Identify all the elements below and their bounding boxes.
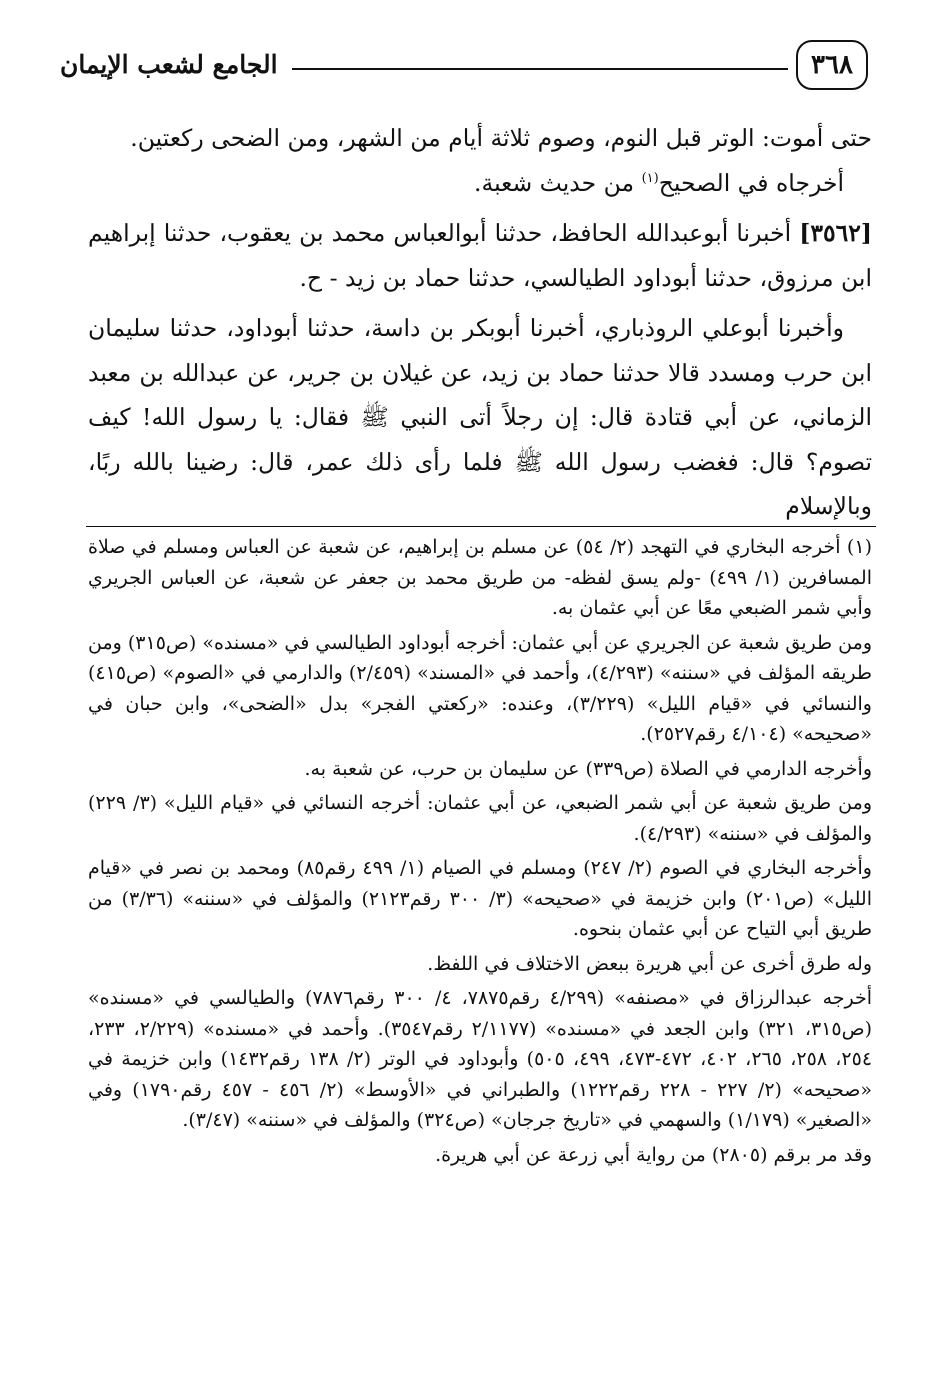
footnote-divider (86, 526, 876, 527)
page-header (60, 40, 868, 100)
footnote-para: أخرجه عبدالرزاق في «مصنفه» (٤/٢٩٩ رقم٧٨٧٥، ٤/ ٣٠٠ رقم٧٨٧٦) والطيالسي في «مسنده» (ص٣١٥، ٣٢١) وابن الجعد في «مسنده» (٢/١١٧٧ رقم٣٥٤٧). وأحمد في «مسنده» (٢/٢٢٩، ٢٣٣، ٢٥٤، ٢٥٨، ٢٦٥، ٤٠٢، ٤٧٢-٤٧٣، ٤٩٩، ٥٠٥) وأبوداود في الوتر (٢/ ١٣٨ رقم١٤٣٢) وابن خزيمة في «صحيحه» (٢/ ٢٢٧ - ٢٢٨ رقم١٢٢٢) والطبراني في «الأوسط» (٢/ ٤٥٦ - ٤٥٧ رقم١٧٩٠) وفي «الصغير» (١/١٧٩) والسهمي في «تاريخ جرجان» (ص٣٢٤) والمؤلف في «سننه» (٣/٤٧). (88, 987, 873, 1131)
paragraph-2 (88, 161, 872, 206)
footnote-para: وأخرجه البخاري في الصوم (٢/ ٢٤٧) ومسلم في الصيام (١/ ٤٩٩ رقم٨٥) ومحمد بن نصر في «قيام الليل» (ص٢٠١) وابن خزيمة في «صحيحه» (٣/ ٣٠٠ رقم٢١٢٣) والمؤلف في «سننه» (٣/٣٦) من طريق أبي التياح عن أبي عثمان بنحوه. (88, 857, 872, 940)
footnote-para: ومن طريق شعبة عن أبي شمر الضبعي، عن أبي عثمان: أخرجه النسائي في «قيام الليل» (٣/ ٢٢٩) والمؤلف في «سننه» (٤/٢٩٣). (88, 792, 872, 845)
footnote-para: وله طرق أخرى عن أبي هريرة ببعض الاختلاف في اللفظ. (427, 952, 872, 975)
page-number: ٣٦٨ (796, 40, 868, 90)
book-title: الجامع لشعب الإيمان (60, 50, 278, 79)
footnote-1: (١) أخرجه البخاري في التهجد (٢/ ٥٤) عن مسلم بن إبراهيم، عن شعبة عن العباس ومسلم في صلاة المسافرين (١/ ٤٩٩) -ولم يسق لفظه- من طريق محمد بن جعفر عن شعبة، عن العباس الجريري وأبي شمر الضبعي معًا عن أبي عثمان به. (88, 536, 872, 619)
paragraph-2-text: أخرجاه في الصحيح (658, 168, 844, 197)
paragraph-4: وأخبرنا أبوعلي الروذباري، أخبرنا أبوبكر بن داسة، حدثنا أبوداود، حدثنا سليمان ابن حرب ومسدد قالا حدثنا حماد بن زيد، عن غيلان بن جرير، عن عبدالله بن معبد الزماني، عن أبي قتادة قال: إن رجلاً أتى النبي ﷺ فقال: يا رسول الله! كيف تصوم؟ قال: فغضب رسول الله ﷺ فلما رأى ذلك عمر، قال: رضينا بالله ربًا، وبالإسلام (88, 314, 872, 520)
paragraph-3-text: أخبرنا أبوعبدالله الحافظ، حدثنا أبوالعباس محمد بن يعقوب، حدثنا إبراهيم ابن مرزوق، حدثنا أبوداود الطيالسي، حدثنا حماد بن زيد - ح. (88, 219, 872, 292)
footnotes (88, 532, 872, 1174)
footnote-para: وقد مر برقم (٢٨٠٥) من رواية أبي زرعة عن أبي هريرة. (435, 1143, 872, 1166)
footnote-para: وأخرجه الدارمي في الصلاة (ص٣٣٩) عن سليمان بن حرب، عن شعبة به. (304, 757, 872, 780)
main-text (88, 116, 872, 529)
header-rule (292, 68, 788, 70)
paragraph-1: حتى أموت: الوتر قبل النوم، وصوم ثلاثة أيام من الشهر، ومن الضحى ركعتين. (130, 124, 872, 152)
paragraph-3 (88, 211, 872, 300)
hadith-number: [٣٥٦٢] (799, 219, 872, 247)
footnote-para: ومن طريق شعبة عن الجريري عن أبي عثمان: أخرجه أبوداود الطيالسي في «مسنده» (ص٣١٥) ومن طريقه المؤلف في «سننه» (٤/٢٩٣)، وأحمد في «المسند» (٢/٤٥٩) والدارمي في «الصوم» (ص٤١٥) والنسائي في «قيام الليل» (٣/٢٢٩)، وعنده: «ركعتي الفجر» بدل «الضحى»، وابن حبان في «صحيحه» (٤/١٠٤ رقم٢٥٢٧). (88, 631, 873, 745)
paragraph-2-tail: من حديث شعبة. (474, 168, 642, 197)
footnote-marker: (١) (641, 170, 659, 186)
